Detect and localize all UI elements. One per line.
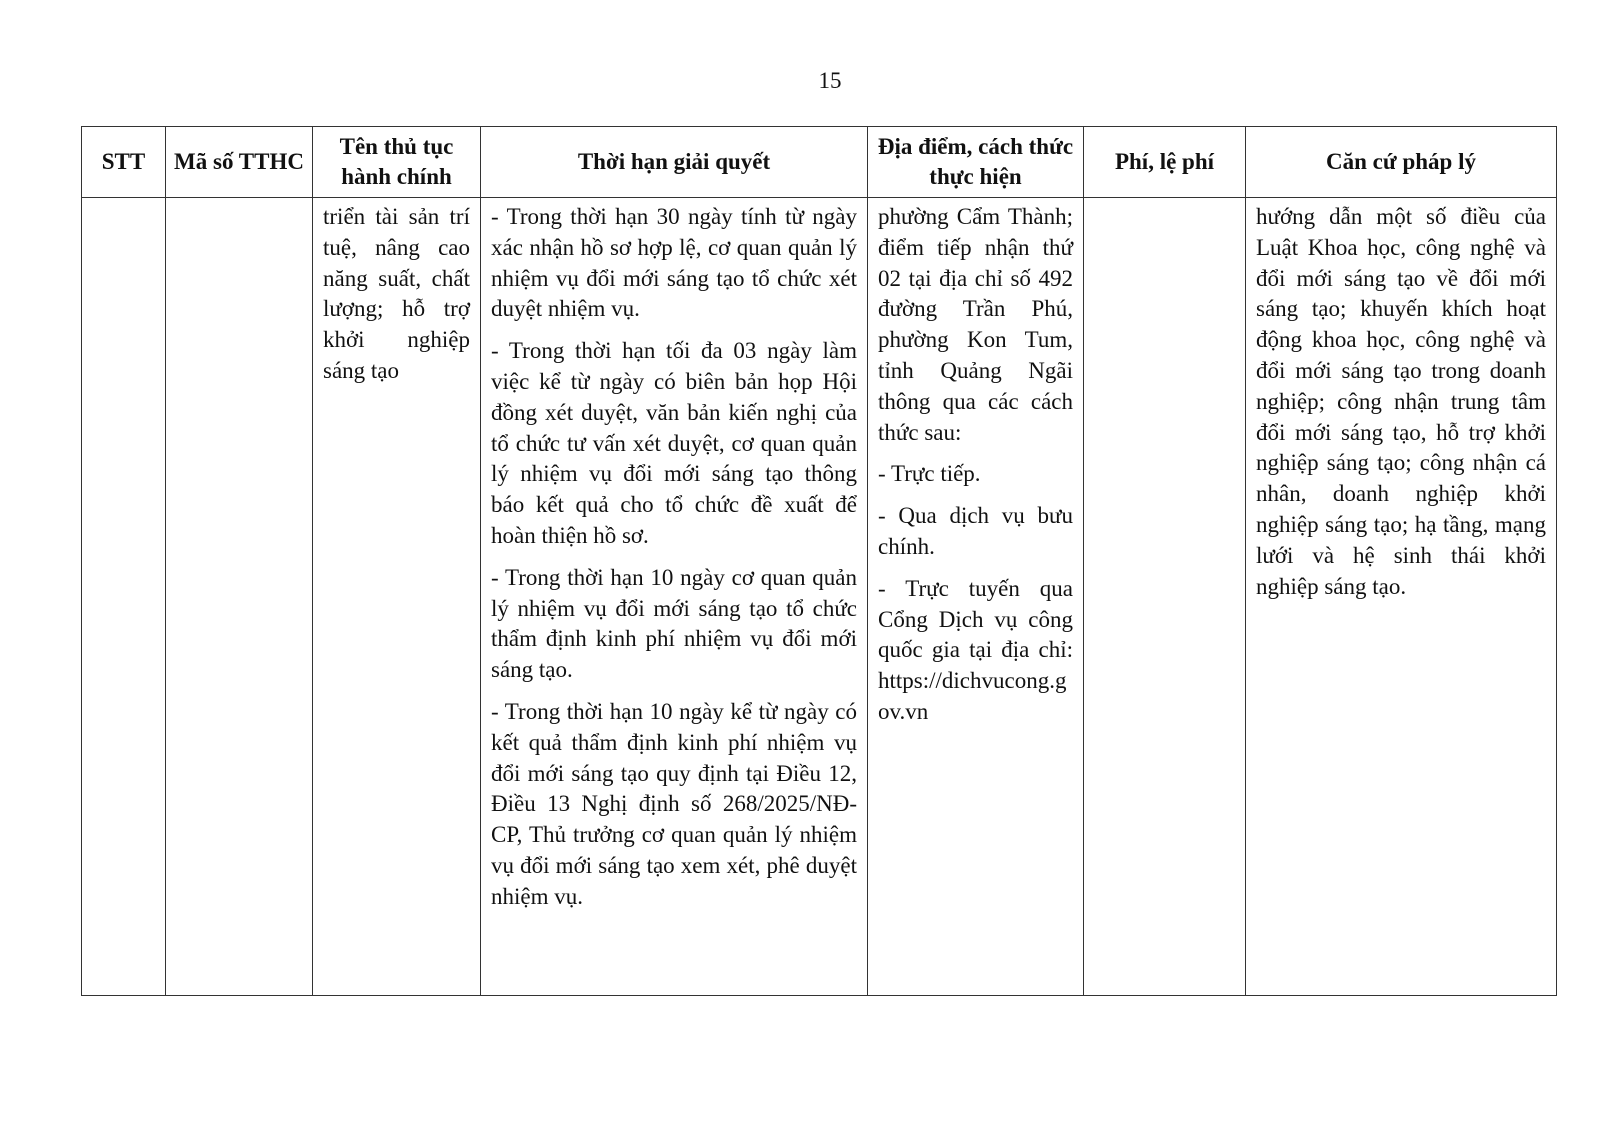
header-phi: Phí, lệ phí — [1084, 127, 1246, 198]
procedure-table — [81, 126, 1557, 996]
header-stt: STT — [82, 127, 166, 198]
procedure-name-text: triển tài sản trí tuệ, nâng cao năng suất, chất lượng; hỗ trợ khởi nghiệp sáng tạo — [323, 204, 470, 383]
header-can-cu: Căn cứ pháp lý — [1246, 127, 1557, 198]
header-ma-so: Mã số TTHC — [166, 127, 313, 198]
table-header-row — [82, 127, 1557, 198]
cell-can-cu — [1246, 198, 1557, 996]
deadline-paragraph: - Trong thời hạn 30 ngày tính từ ngày xác nhận hồ sơ hợp lệ, cơ quan quản lý nhiệm vụ đổi mới sáng tạo tổ chức xét duyệt nhiệm vụ. — [491, 204, 857, 322]
online-channel-text: - Trực tuyến qua Cổng Dịch vụ công quốc gia tại địa chỉ: — [878, 575, 1073, 663]
cell-thoi-han — [481, 198, 868, 996]
location-paragraph: - Qua dịch vụ bưu chính. — [878, 503, 1073, 559]
header-ten-thu-tuc: Tên thủ tục hành chính — [313, 127, 481, 198]
cell-phi — [1084, 198, 1246, 996]
legal-basis-text: hướng dẫn một số điều của Luật Khoa học, công nghệ và đổi mới sáng tạo về đổi mới sáng tạo; khuyến khích hoạt động khoa học, công nghệ và đổi mới sáng tạo trong doanh nghiệp; công nhận trung tâm đổi mới sáng tạo, hỗ trợ khởi nghiệp sáng tạo; công nhận cá nhân, doanh nghiệp khởi nghiệp sáng tạo; hạ tầng, mạng lưới và hệ sinh thái khởi nghiệp sáng tạo. — [1256, 204, 1546, 599]
header-thoi-han: Thời hạn giải quyết — [481, 127, 868, 198]
header-dia-diem: Địa điểm, cách thức thực hiện — [868, 127, 1084, 198]
table-row — [82, 198, 1557, 996]
cell-stt — [82, 198, 166, 996]
location-paragraph — [878, 574, 1073, 728]
cell-dia-diem — [868, 198, 1084, 996]
deadline-paragraph: - Trong thời hạn 10 ngày kể từ ngày có kết quả thẩm định kinh phí nhiệm vụ đổi mới sáng tạo quy định tại Điều 12, Điều 13 Nghị định số 268/2025/NĐ-CP, Thủ trưởng cơ quan quản lý nhiệm vụ đổi mới sáng tạo xem xét, phê duyệt nhiệm vụ. — [491, 698, 857, 909]
cell-ma-so — [166, 198, 313, 996]
location-paragraph: - Trực tiếp. — [878, 461, 981, 487]
deadline-paragraph: - Trong thời hạn tối đa 03 ngày làm việc kể từ ngày có biên bản họp Hội đồng xét duyệt, văn bản kiến nghị của tổ chức tư vấn xét duyệt, cơ quan quản lý nhiệm vụ đổi mới sáng tạo thông báo kết quả cho tổ chức đề xuất để hoàn thiện hồ sơ. — [491, 338, 857, 548]
deadline-paragraph: - Trong thời hạn 10 ngày cơ quan quản lý nhiệm vụ đổi mới sáng tạo tổ chức thẩm định kinh phí nhiệm vụ đổi mới sáng tạo. — [491, 564, 857, 683]
public-service-url[interactable]: https://dichvucong.gov.vn — [878, 668, 1067, 724]
location-paragraph: phường Cẩm Thành; điểm tiếp nhận thứ 02 tại địa chỉ số 492 đường Trần Phú, phường Kon Tum, tỉnh Quảng Ngãi thông qua các cách thức sau: — [878, 204, 1073, 445]
cell-ten-thu-tuc — [313, 198, 481, 996]
page-number: 15 — [818, 68, 842, 93]
